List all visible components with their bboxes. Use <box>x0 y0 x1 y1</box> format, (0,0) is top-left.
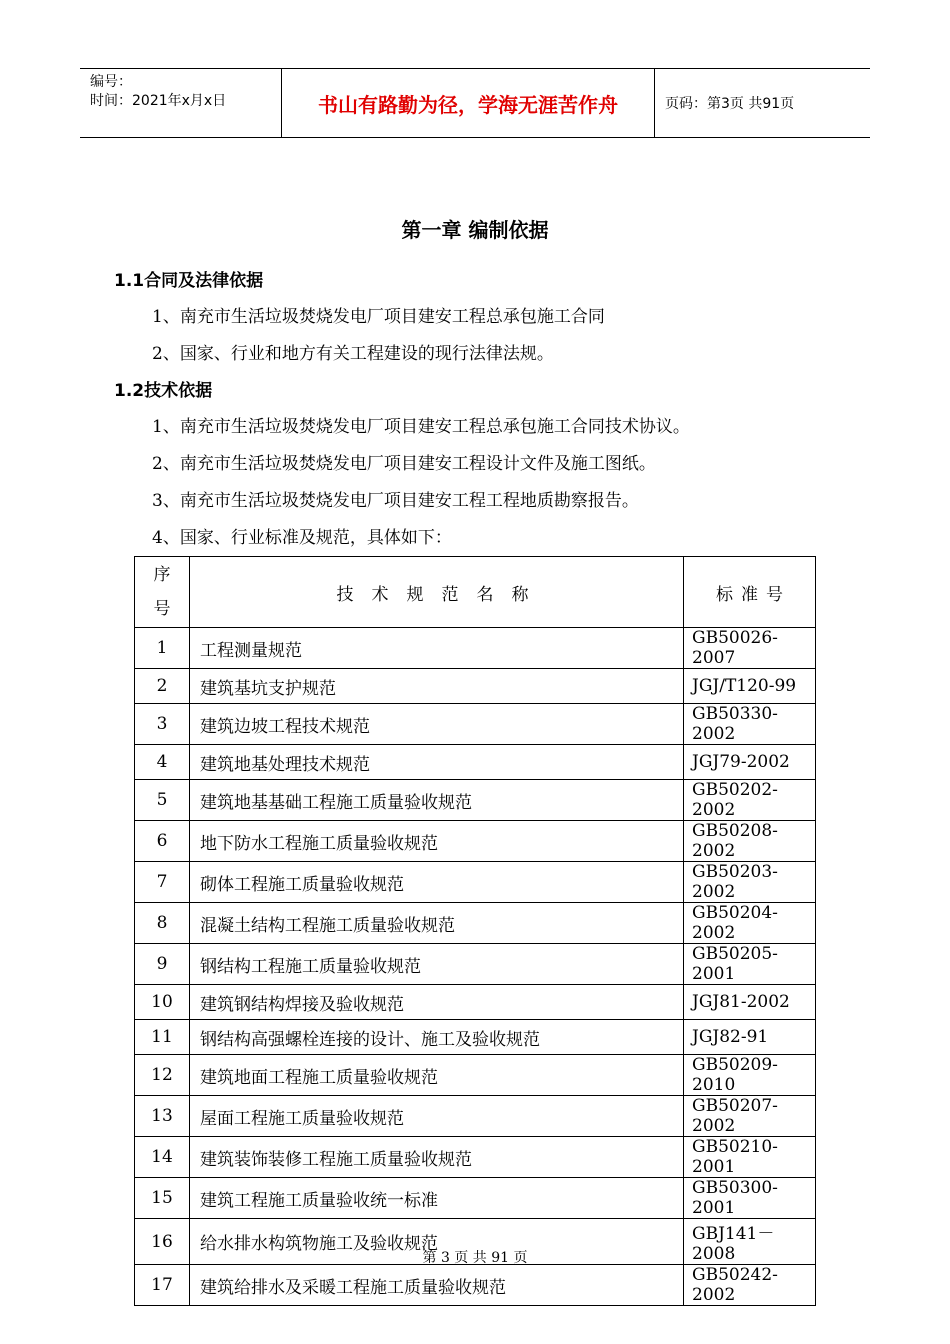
row-standard-name: 建筑地面工程施工质量验收规范 <box>190 1055 684 1096</box>
row-standard-code: GB50026-2007 <box>684 628 816 669</box>
header-seq-top: 序 <box>153 565 171 585</box>
row-standard-code: GB50207-2002 <box>684 1096 816 1137</box>
row-number: 12 <box>135 1055 190 1096</box>
page-header <box>80 68 870 138</box>
header-motto: 书山有路勤为径，学海无涯苦作舟 <box>318 92 618 117</box>
header-meta <box>80 69 281 137</box>
row-number: 6 <box>135 821 190 862</box>
row-number: 11 <box>135 1020 190 1055</box>
row-standard-code: JGJ79-2002 <box>684 745 816 780</box>
row-standard-code: GBJ141－2008 <box>684 1219 816 1265</box>
row-standard-code: GB50209-2010 <box>684 1055 816 1096</box>
row-number: 13 <box>135 1096 190 1137</box>
section-2-title: 1.2技术依据 <box>114 381 213 401</box>
row-standard-name: 工程测量规范 <box>190 628 684 669</box>
row-number: 10 <box>135 985 190 1020</box>
row-number: 5 <box>135 780 190 821</box>
table-row <box>135 628 816 669</box>
row-number: 15 <box>135 1178 190 1219</box>
row-number: 8 <box>135 903 190 944</box>
section-2-item: 3、南充市生活垃圾焚烧发电厂项目建安工程工程地质勘察报告。 <box>152 491 639 511</box>
header-page-info: 页码：第3页 共91页 <box>665 96 795 112</box>
row-standard-code: JGJ81-2002 <box>684 985 816 1020</box>
table-row <box>135 669 816 704</box>
table-row <box>135 745 816 780</box>
row-standard-code: GB50202-2002 <box>684 780 816 821</box>
row-standard-code: GB50204-2002 <box>684 903 816 944</box>
row-standard-name: 建筑边坡工程技术规范 <box>190 704 684 745</box>
table-row <box>135 1055 816 1096</box>
row-number: 14 <box>135 1137 190 1178</box>
section-1-item: 1、南充市生活垃圾焚烧发电厂项目建安工程总承包施工合同 <box>152 307 605 327</box>
section-2-item: 2、南充市生活垃圾焚烧发电厂项目建安工程设计文件及施工图纸。 <box>152 454 656 474</box>
row-number: 9 <box>135 944 190 985</box>
row-number: 1 <box>135 628 190 669</box>
row-standard-name: 屋面工程施工质量验收规范 <box>190 1096 684 1137</box>
row-standard-name: 建筑给排水及采暖工程施工质量验收规范 <box>190 1265 684 1306</box>
table-row <box>135 944 816 985</box>
row-standard-code: GB50242-2002 <box>684 1265 816 1306</box>
row-standard-code: JGJ/T120-99 <box>684 669 816 704</box>
header-standard-name: 技术规范名称 <box>190 557 684 628</box>
section-1-item: 2、国家、行业和地方有关工程建设的现行法律法规。 <box>152 344 554 364</box>
row-standard-name: 钢结构工程施工质量验收规范 <box>190 944 684 985</box>
row-standard-name: 建筑钢结构焊接及验收规范 <box>190 985 684 1020</box>
row-standard-name: 建筑工程施工质量验收统一标准 <box>190 1178 684 1219</box>
table-row <box>135 1178 816 1219</box>
header-seq-bottom: 号 <box>153 599 171 619</box>
header-standard-code: 标准号 <box>684 557 816 628</box>
row-number: 7 <box>135 862 190 903</box>
table-row <box>135 1265 816 1306</box>
row-standard-code: GB50330-2002 <box>684 704 816 745</box>
table-row <box>135 1137 816 1178</box>
row-standard-name: 建筑基坑支护规范 <box>190 669 684 704</box>
header-motto-cell <box>281 69 655 137</box>
section-1-title: 1.1合同及法律依据 <box>114 271 264 291</box>
row-number: 16 <box>135 1219 190 1265</box>
row-standard-name: 混凝土结构工程施工质量验收规范 <box>190 903 684 944</box>
table-row <box>135 780 816 821</box>
row-standard-code: GB50210-2001 <box>684 1137 816 1178</box>
row-standard-name: 地下防水工程施工质量验收规范 <box>190 821 684 862</box>
row-standard-name: 钢结构高强螺栓连接的设计、施工及验收规范 <box>190 1020 684 1055</box>
row-standard-name: 建筑地基基础工程施工质量验收规范 <box>190 780 684 821</box>
row-number: 17 <box>135 1265 190 1306</box>
row-standard-name: 砌体工程施工质量验收规范 <box>190 862 684 903</box>
header-seq <box>135 557 190 628</box>
row-number: 2 <box>135 669 190 704</box>
table-row <box>135 1096 816 1137</box>
table-body <box>135 628 816 1306</box>
document-date: 时间：2021年x月x日 <box>90 93 227 109</box>
row-standard-name: 建筑装饰装修工程施工质量验收规范 <box>190 1137 684 1178</box>
table-row <box>135 821 816 862</box>
table-row <box>135 903 816 944</box>
table-row <box>135 704 816 745</box>
standards-table <box>134 556 816 1306</box>
row-number: 4 <box>135 745 190 780</box>
chapter-title: 第一章 编制依据 <box>401 218 549 242</box>
table-row <box>135 985 816 1020</box>
section-2-item: 1、南充市生活垃圾焚烧发电厂项目建安工程总承包施工合同技术协议。 <box>152 417 690 437</box>
row-standard-code: GB50205-2001 <box>684 944 816 985</box>
page-footer: 第 3 页 共 91 页 <box>422 1250 528 1266</box>
row-standard-code: GB50203-2002 <box>684 862 816 903</box>
section-2-item: 4、国家、行业标准及规范，具体如下： <box>152 528 452 548</box>
table-header-row <box>135 557 816 628</box>
row-standard-name: 建筑地基处理技术规范 <box>190 745 684 780</box>
row-standard-code: GB50300-2001 <box>684 1178 816 1219</box>
row-number: 3 <box>135 704 190 745</box>
document-number-label: 编号： <box>90 74 132 90</box>
table-row <box>135 1020 816 1055</box>
table-row <box>135 862 816 903</box>
row-standard-code: JGJ82-91 <box>684 1020 816 1055</box>
row-standard-name: 给水排水构筑物施工及验收规范 <box>190 1219 684 1265</box>
row-standard-code: GB50208-2002 <box>684 821 816 862</box>
